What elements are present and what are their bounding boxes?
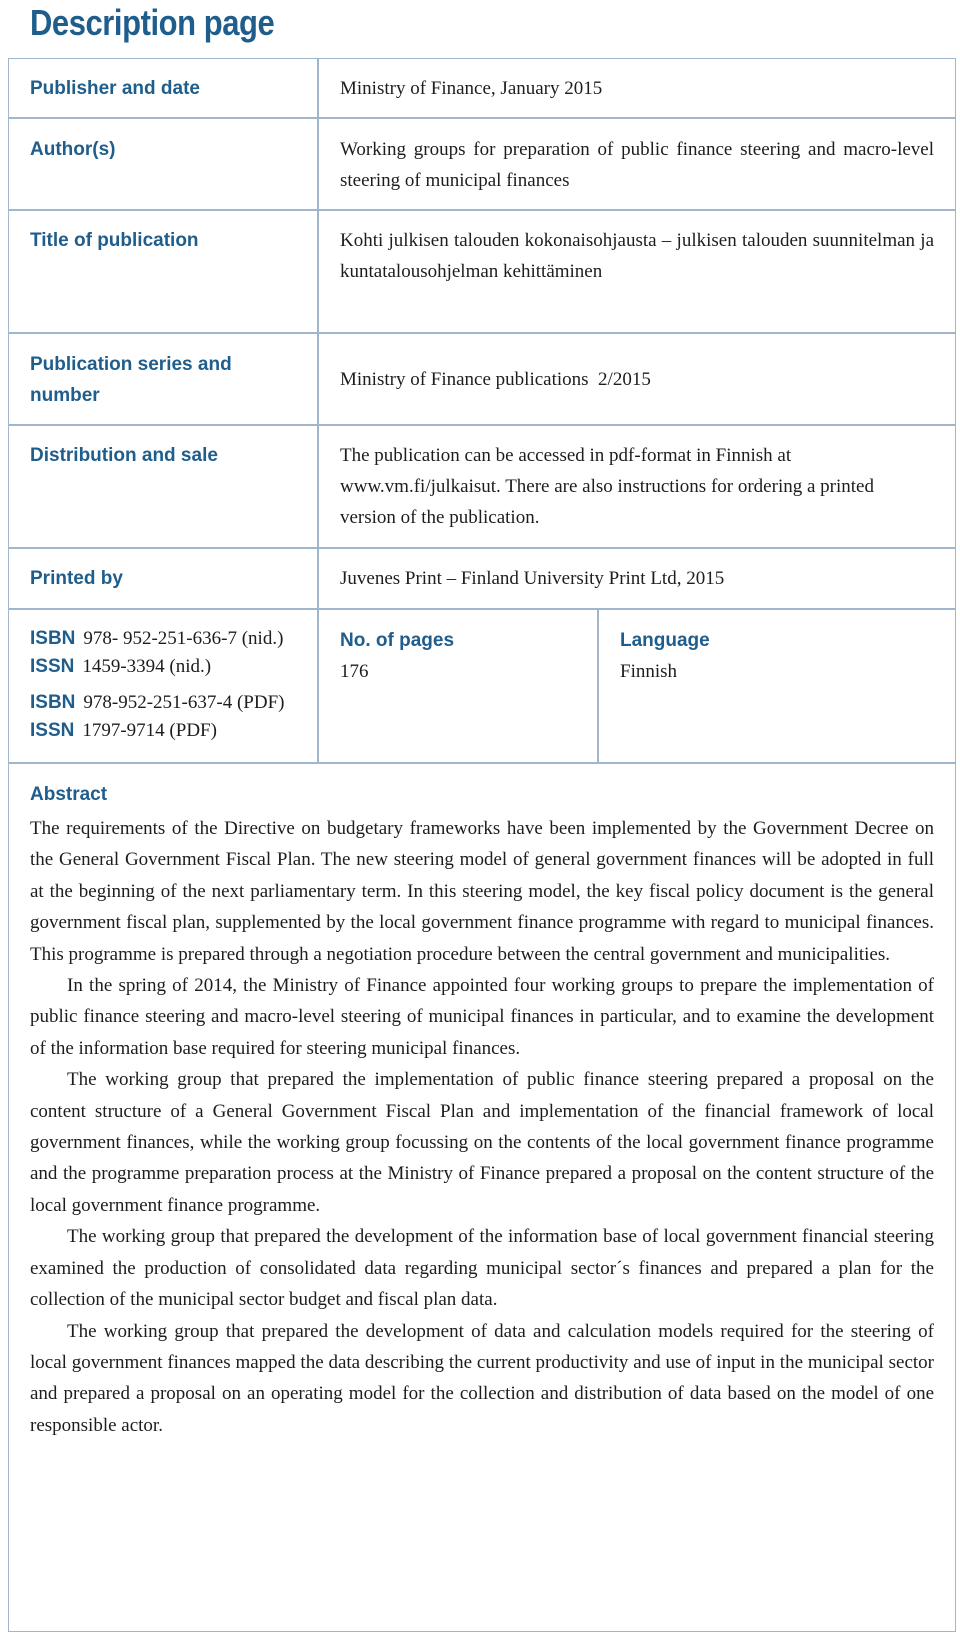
authors-value: Working groups for preparation of public finance steering and macro-level steering of municipal finances [340, 139, 934, 191]
language-label: Language [620, 630, 710, 651]
publisher-value: Ministry of Finance, January 2015 [340, 78, 603, 99]
series-label: Publication series and number [30, 354, 232, 406]
printed-label: Printed by [30, 568, 123, 589]
page-title: Description page [30, 2, 275, 43]
isbn-print [30, 625, 283, 654]
row-divider [8, 117, 956, 119]
issn-print [30, 653, 211, 682]
row-divider [8, 332, 956, 334]
printed-value: Juvenes Print – Finland University Print Ltd, 2015 [340, 568, 725, 589]
row-divider [8, 762, 956, 764]
abstract-paragraph: The working group that prepared the development of the information base of local government financial steering examined the production of consolidated data regarding municipal sector´s finances and prepared a plan for the collection of the municipal sector budget and fiscal plan data. [30, 1226, 934, 1311]
authors-label: Author(s) [30, 139, 116, 160]
abstract-label: Abstract [30, 784, 108, 805]
issn-key: ISSN [30, 720, 75, 741]
distribution-value: The publication can be accessed in pdf-format in Finnish at www.vm.fi/julkaisut. There are also instructions for ordering a printed version of the publication. [340, 445, 874, 528]
isbn-value: 978- 952-251-636-7 (nid.) [83, 628, 284, 649]
language-value: Finnish [620, 661, 678, 682]
issn-pdf [30, 717, 217, 746]
issn-value: 1459-3394 (nid.) [82, 656, 212, 677]
distribution-label: Distribution and sale [30, 445, 218, 466]
column-divider [317, 58, 319, 762]
abstract-paragraph: The working group that prepared the development of data and calculation models required for the steering of local government finances mapped the data describing the current productivity and use of input in the municipal sector and prepared a proposal on an operating model for the collection and distribution of data based on the model of one responsible actor. [30, 1320, 934, 1436]
pages-value: 176 [340, 661, 369, 682]
isbn-value: 978-952-251-637-4 (PDF) [83, 692, 285, 713]
issn-value: 1797-9714 (PDF) [82, 720, 217, 741]
row-divider [8, 209, 956, 211]
abstract-body [30, 813, 934, 1441]
row-divider [8, 547, 956, 549]
series-value: Ministry of Finance publications 2/2015 [340, 369, 651, 390]
isbn-key: ISBN [30, 628, 76, 649]
abstract-paragraph: The working group that prepared the implementation of public finance steering prepared a proposal on the content structure of a General Government Fiscal Plan and implementation of the financial framework of local government finances, while the working group focussing on the contents of the local government finance programme and the programme preparation process at the Ministry of Finance prepared a proposal on the content structure of the local government finance programme. [30, 1069, 934, 1216]
column-divider [597, 608, 599, 762]
pages-label: No. of pages [340, 630, 455, 651]
abstract-paragraph: The requirements of the Directive on budgetary frameworks have been implemented by the Government Decree on the General Government Fiscal Plan. The new steering model of general government finances will be adopted in full at the beginning of the next parliamentary term. In this steering model, the key fiscal policy document is the general government fiscal plan, supplemented by the local government finance programme with regard to municipal finances. This programme is prepared through a negotiation procedure between the central government and municipalities. [30, 818, 934, 965]
row-divider [8, 608, 956, 610]
issn-key: ISSN [30, 656, 75, 677]
abstract-paragraph: In the spring of 2014, the Ministry of Finance appointed four working groups to prepare the implementation of public finance steering and macro-level steering of municipal finances in particular, and to examine the development of the information base required for steering municipal finances. [30, 975, 934, 1059]
title-label: Title of publication [30, 230, 199, 251]
title-value: Kohti julkisen talouden kokonaisohjausta – julkisen talouden suunnitelman ja kuntatalousohjelman kehittäminen [340, 230, 934, 282]
publisher-label: Publisher and date [30, 78, 200, 99]
isbn-key: ISBN [30, 692, 76, 713]
row-divider [8, 424, 956, 426]
isbn-pdf [30, 689, 284, 718]
